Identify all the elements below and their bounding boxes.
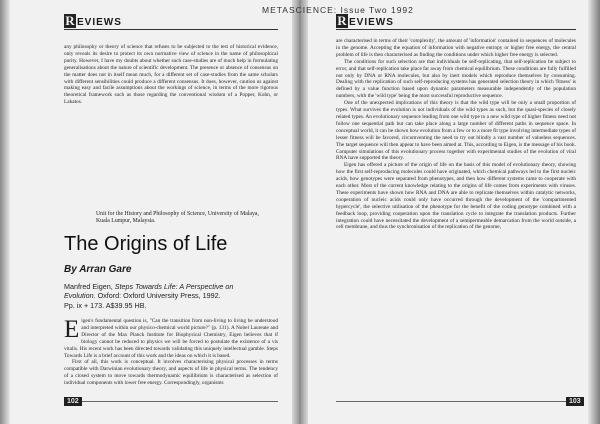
section-logo-initial: R (65, 13, 75, 28)
second-paragraph: First of all, this work is conceptual. It involves characterising physical processes in terms compatible with Darwinian evolutionary theory, and aspects of life in physical terms. The tendency of a closed system to move towards thermodynamic equilibrium is characterised as selection of individual components with lower free energy. Correspondingly, organisms (64, 359, 278, 387)
right-page-edge (588, 0, 600, 424)
section-logo-initial-right: R (337, 13, 347, 28)
book-gutter (292, 0, 308, 424)
right-page (300, 0, 600, 424)
drop-cap: E (64, 316, 80, 343)
right-paragraph-2: The conditions for such selection are that individuals be self-replicating, that self-replication be subject to error, and that self-replication take place far away from chemical equilibrium. These conditions are fully fulfilled not only by DNA or RNA molecules, but also by inert models which reproduce themselves by consuming. Dealing with the replication of such self-reproducing systems has generated selection theory in which 'fitness' is defined by a value function based upon dynamic parameters measurable independently of the population numbers, with the 'wild type' being the most successful reproductive sequence. (336, 58, 576, 100)
right-column (336, 38, 576, 231)
bib-title: Steps Towards Life: A Perspective on Evolution. (64, 282, 234, 301)
footer-rule-left (64, 401, 278, 402)
review-end-paragraph: any philosophy or theory of science that refuses to be subjected to the test of historical evidence, only reveals its desire to protect its own normative view of science in the name of philosophical purity. However, I have my doubts about whether such case-studies are of much help in formulating generalisations about the nature of scientific development. The presence or absence of consensus on the matter does not in itself mean much, for a different set of case-studies from the same scholars with different sensibilities could produce a different consensus. It does, however, caution us against making easy and facile assumptions about the workings of science, in terms of the more rigorous theoretical framework such as those regarding the conventional wisdom of a Popper, Kuhn, or Lakatos. (64, 44, 278, 106)
section-logo-left (64, 14, 122, 28)
article-title: The Origins of Life (64, 233, 228, 255)
right-paragraph-3: One of the unexpected implications of this theory is that the wild type will be only a small proportion of types. What survives the evolution is not individuals of the wild types as such, but the quasi-species of closely related types. An evolutionary sequence leading from one wild type to a new wild type of higher fitness need not follow one sequential path but can take place along a large number of different paths in sequence space. In conceptual world, it can be shown how evolution from a few or to a more fit type involving intermediate types of lesser fitness will be favored, circumventing the need to try out blindly a vast number of valueless sequences. The target sequence will then appear to have been aimed at. This, according to Eigen, is the message of his book. Computer simulations of this evolutionary process together with experimental studies of the evolution of viral RNA have supported the theory. (336, 100, 576, 162)
right-paragraph-1: are characterised in terms of their 'complexity', the amount of 'information' contained in sequences of molecules in the genome. Accepting the equation of information with negative entropy or higher free energy, the central problem of life is then characterised as finding the conditions under which higher free energy is selected. (336, 38, 576, 58)
footer-rule-right (336, 401, 566, 402)
section-logo-word: EVIEWS (77, 17, 122, 28)
header-rule-right (336, 29, 576, 30)
opening-paragraph: igen's fundamental question is, "Can the transition from non-living to living be understood and interpreted within our physico-chemical world picture?" (p. 131). A Nobel Laureate and Director of the Max Planck Institute for Biophysical Chemistry, Eigen believes that if biology cannot be reduced to physics we will be forced to postulate the existence of a vis vitalis. His recent work has been directed towards validating this uniquely intellectual gamble. Steps Towards Life is a brief account of this work and the ideas on which it is based. (64, 318, 278, 359)
page-number-left: 102 (64, 397, 82, 406)
book-citation (64, 282, 264, 310)
running-head: METASCIENCE: Issue Two 1992 (262, 5, 414, 15)
left-page-edge (0, 0, 10, 424)
article-opening (64, 318, 278, 387)
bib-author: Manfred Eigen, (64, 282, 113, 291)
section-logo-word-right: EVIEWS (349, 17, 394, 28)
review-end-column (64, 44, 278, 106)
page-number-right: 103 (566, 397, 584, 406)
right-paragraph-4: Eigen has offered a picture of the origin of life on the basis of this model of evolutionary theory, showing how the first self-reproducing molecules could have originated, which chemical pathways led to the first nucleic acids, how genotypes were separated from phenotypes, and then how different systems came to cooperate with each other. Most of the current knowledge relating to the origins of life comes from experiments with viruses. These experiments have shown how RNA and DNA are able to replicate themselves within catalytic networks, cooperation of nucleic acids could only have occurred through the development of the 'compartmented hypercycle', the selective utilisation of the phenotype for the benefit of the coding genotype combined with a feedback loop, providing cooperation upon the translation cycle to integrate the translation products. Further integration could have necessitated the development of a semipermeable demarcation from the world outside, a cell membrane, and thus the synchronisation of the replication of the genome, (336, 162, 576, 231)
article-author: By Arran Gare (64, 264, 132, 275)
header-rule-left (64, 29, 278, 30)
section-logo-right (336, 14, 394, 28)
reviewer-affiliation: Unit for the History and Philosophy of Science, University of Malaya, Kuala Lumpur, Malaysia. (96, 211, 259, 225)
bib-details: Pp. ix + 173. A$39.95 HB. (64, 300, 147, 310)
bib-publisher: Oxford: Oxford University Press, 1992. (97, 291, 221, 301)
